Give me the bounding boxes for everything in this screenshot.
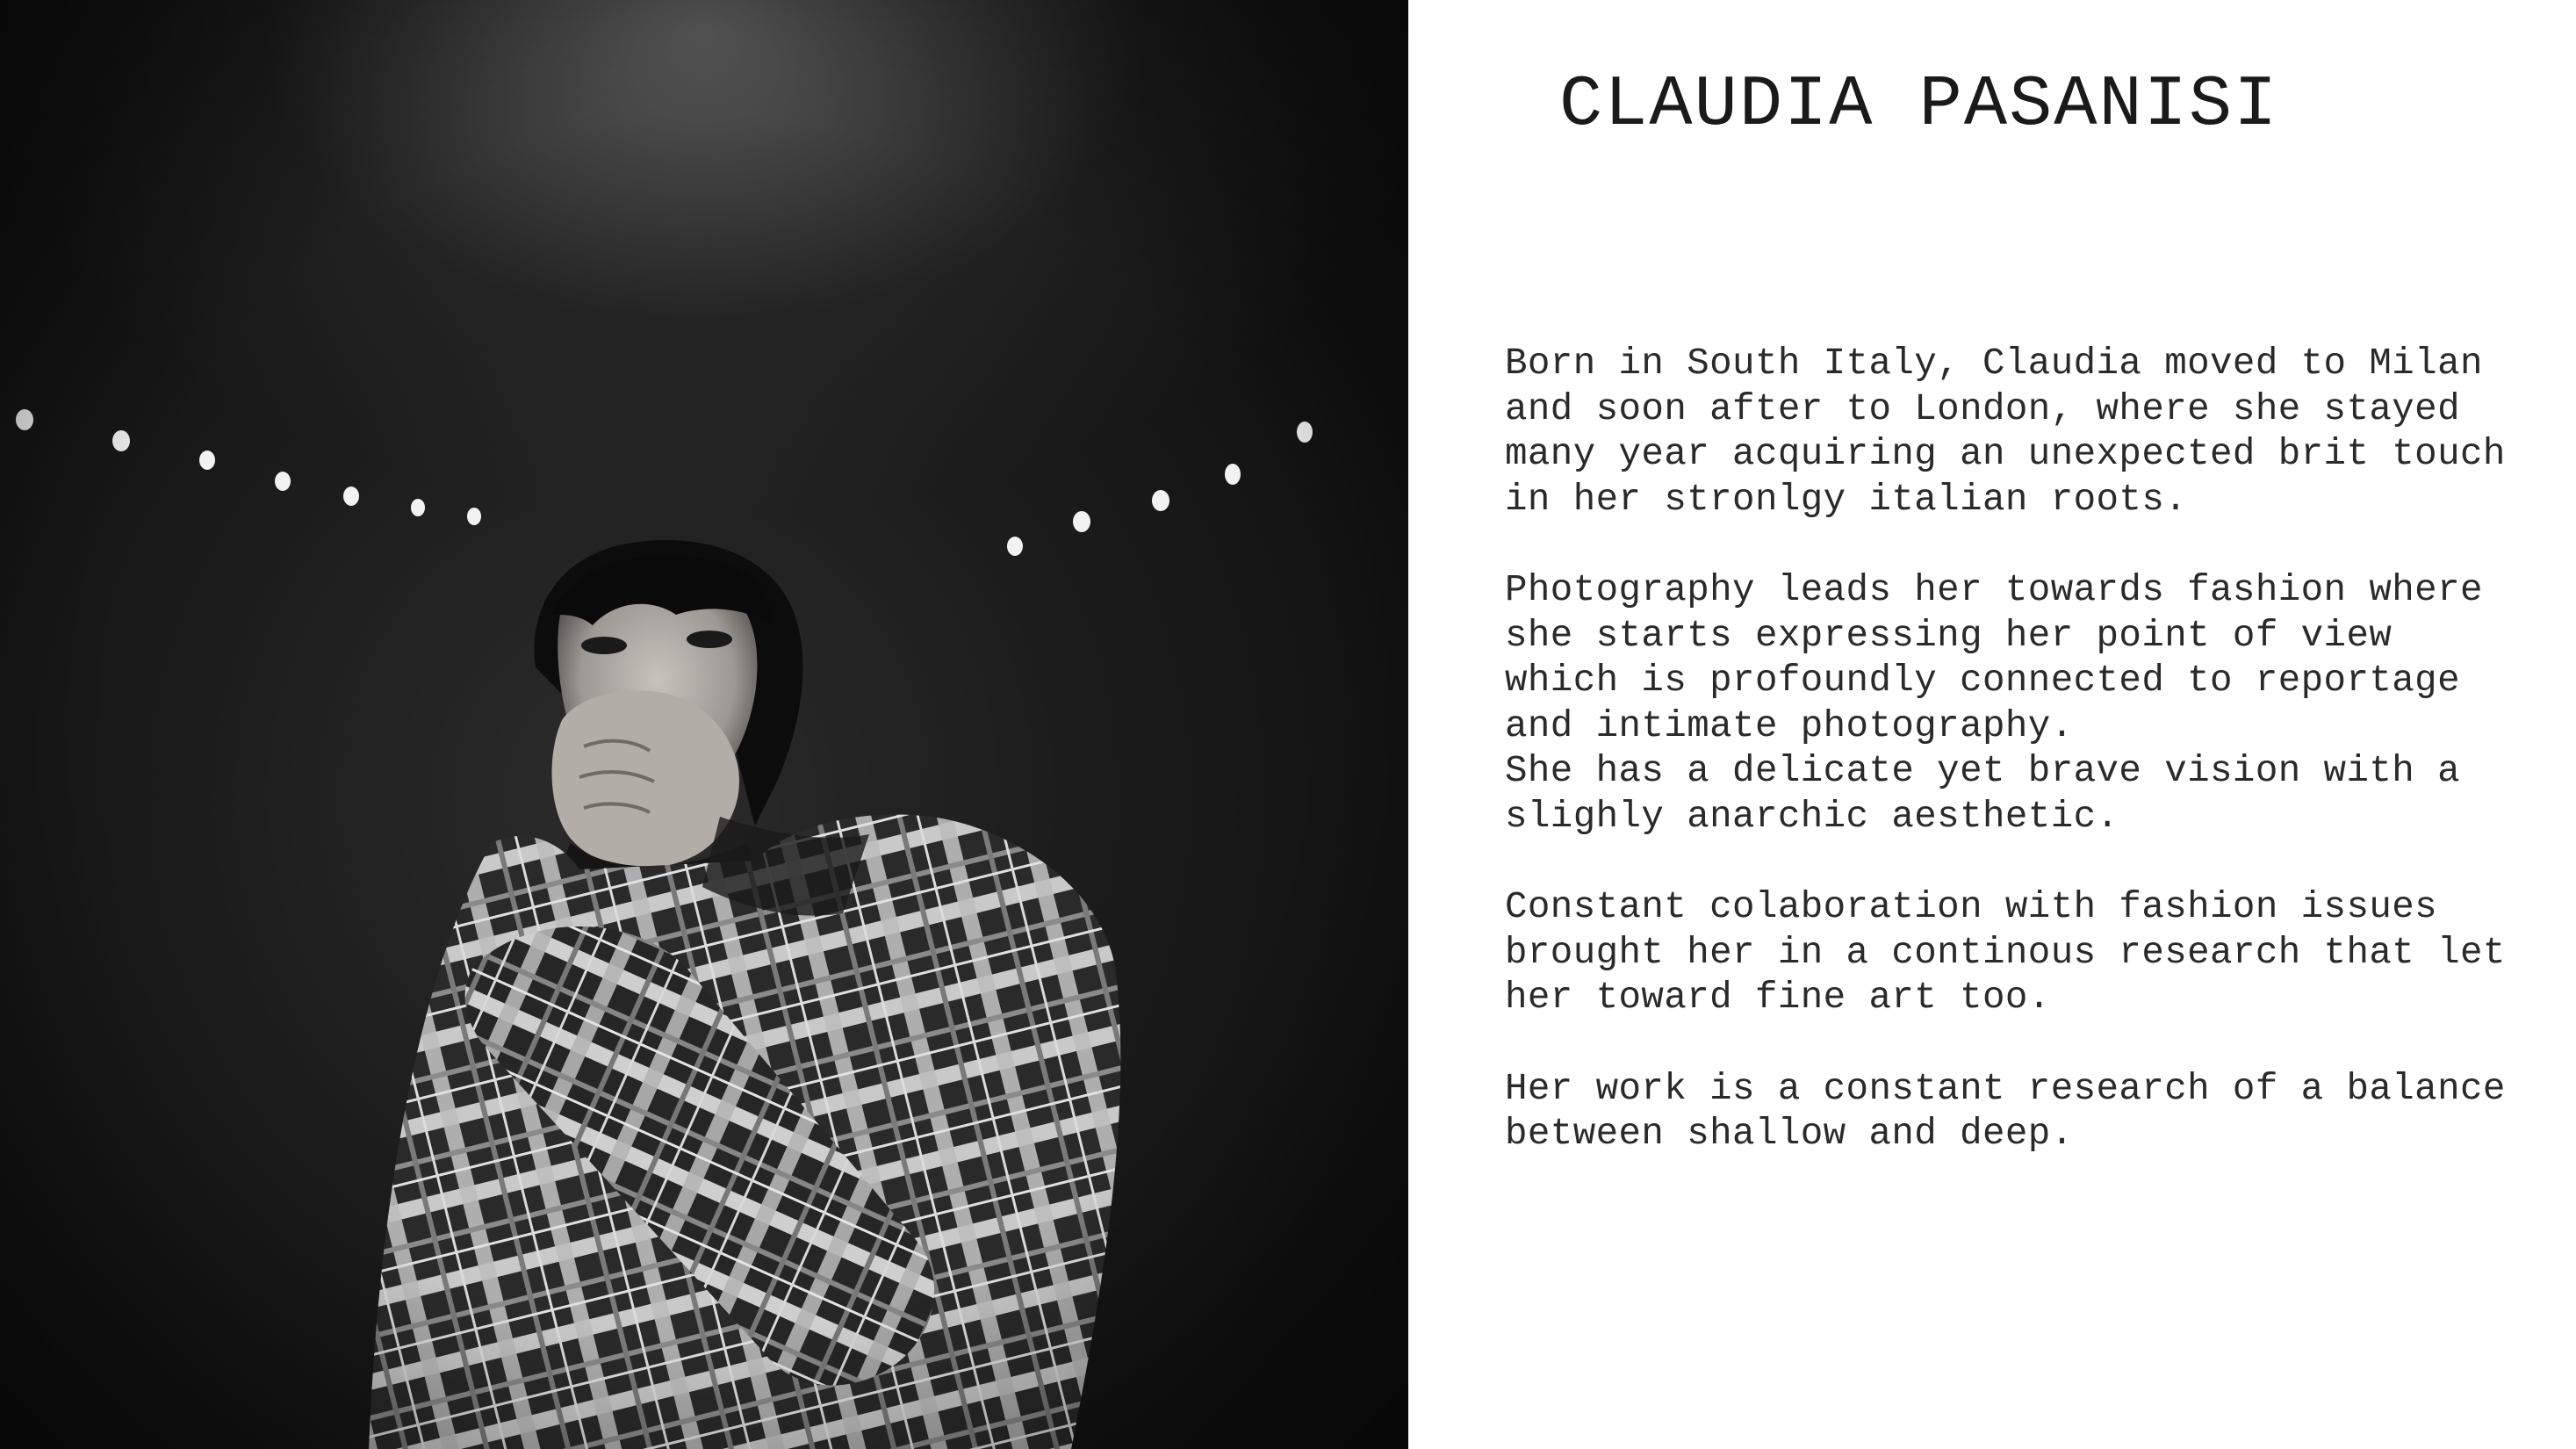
bio-line: many year acquiring an unexpected brit touch <box>1505 433 2506 475</box>
bio-panel <box>1408 0 2576 1449</box>
bio-line: which is profoundly connected to reportage <box>1505 660 2460 702</box>
bio-line: in her stronlgy italian roots. <box>1505 478 2188 521</box>
bio-line: her toward fine art too. <box>1505 977 2051 1019</box>
bio-line: she starts expressing her point of view <box>1505 614 2393 657</box>
bio-paragraph <box>1505 568 2558 840</box>
bio-line: Constant colaboration with fashion issues <box>1505 886 2438 928</box>
bio-line: and intimate photography. <box>1505 704 2074 747</box>
bio-line: and soon after to London, where she stayed <box>1505 387 2460 430</box>
bio-paragraph <box>1505 1067 2558 1157</box>
biography <box>1505 342 2558 1203</box>
bio-line: between shallow and deep. <box>1505 1113 2074 1155</box>
bio-line: She has a delicate yet brave vision with a <box>1505 750 2460 792</box>
bio-line: slighly anarchic aesthetic. <box>1505 795 2119 838</box>
bio-line: brought her in a continous research that let <box>1505 931 2506 974</box>
artist-name-title: CLAUDIA PASANISI <box>1559 64 2279 146</box>
bio-paragraph <box>1505 885 2558 1021</box>
bio-line: Photography leads her towards fashion where <box>1505 569 2483 611</box>
bio-line: Her work is a constant research of a balance <box>1505 1067 2506 1110</box>
bio-line: Born in South Italy, Claudia moved to Milan <box>1505 342 2483 385</box>
bio-paragraph <box>1505 342 2558 523</box>
